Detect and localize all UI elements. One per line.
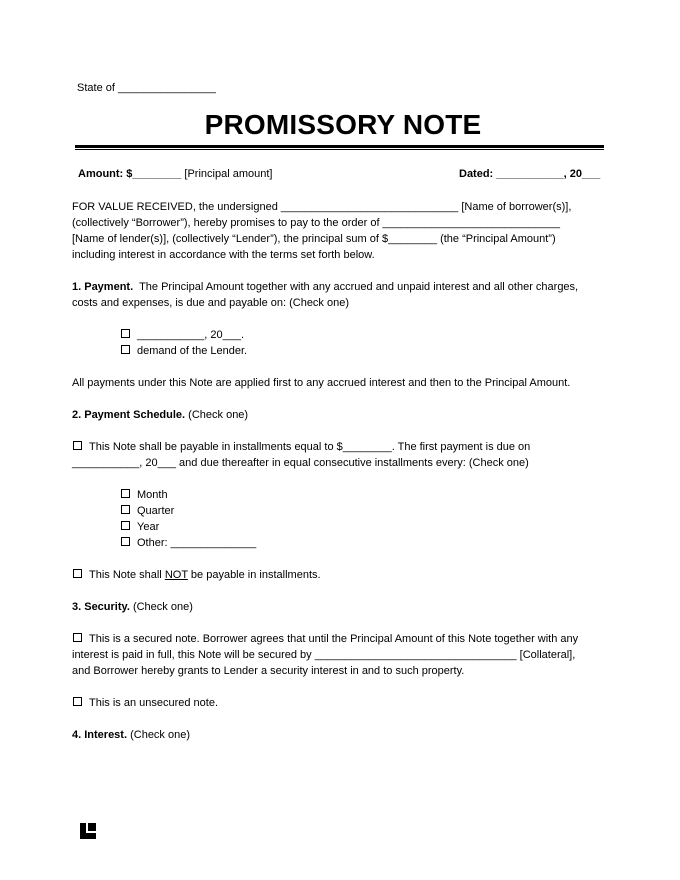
intro-line: [Name of lender(s)], (collectively “Lender”), the principal sum of $________ (the “Principal Amount”) xyxy=(72,233,556,245)
frequency-option-other[interactable] xyxy=(121,535,256,551)
frequency-option-month[interactable] xyxy=(121,487,168,503)
checkbox[interactable] xyxy=(121,505,130,514)
state-blank[interactable]: ________________ xyxy=(117,82,216,94)
section2-line xyxy=(72,407,248,423)
amount-hint: [Principal amount] xyxy=(184,168,273,180)
section4-heading: 4. Interest. xyxy=(72,729,128,741)
installments-line: ___________, 20___ and due thereafter in equal consecutive installments every: (Check one) xyxy=(72,457,529,469)
secured-line: and Borrower hereby grants to Lender a security interest in and to such property. xyxy=(72,665,465,677)
payment-option-demand[interactable] xyxy=(121,343,247,359)
installments-option[interactable] xyxy=(73,439,530,455)
title-rule-thin xyxy=(75,149,604,150)
amount-label: Amount: $ xyxy=(78,168,133,180)
payment-option-date[interactable] xyxy=(121,327,244,343)
section1-heading: 1. Payment. xyxy=(72,281,134,293)
no-installments-after: be payable in installments. xyxy=(190,569,321,581)
amount-line xyxy=(78,166,272,182)
state-line xyxy=(77,80,216,96)
secured-text: This is a secured note. Borrower agrees that until the Principal Amount of this Note together with any xyxy=(89,633,579,645)
checkbox[interactable] xyxy=(121,521,130,530)
checkbox[interactable] xyxy=(73,697,82,706)
state-label: State of xyxy=(77,82,115,94)
option-label: ___________, 20___. xyxy=(137,329,245,341)
checkbox[interactable] xyxy=(73,569,82,578)
option-label: Month xyxy=(137,489,168,501)
frequency-option-quarter[interactable] xyxy=(121,503,174,519)
section2-heading: 2. Payment Schedule. xyxy=(72,409,186,421)
payment-application-note: All payments under this Note are applied first to any accrued interest and then to the Principal Amount. xyxy=(72,377,571,389)
title-rule-thick xyxy=(75,145,604,148)
dated-label: Dated: xyxy=(459,168,494,180)
intro-line: (collectively “Borrower”), hereby promises to pay to the order of _____________________________ xyxy=(72,217,560,229)
no-installments-before: This Note shall xyxy=(89,569,162,581)
amount-blank[interactable]: ________ xyxy=(132,168,182,180)
section1-text: The Principal Amount together with any accrued and unpaid interest and all other charges, xyxy=(139,281,579,293)
option-label: Quarter xyxy=(137,505,175,517)
no-installments-not: NOT xyxy=(164,569,188,581)
secured-line: interest is paid in full, this Note will be secured by _________________________________ [Collateral], xyxy=(72,649,576,661)
section1-line: costs and expenses, is due and payable on: (Check one) xyxy=(72,297,350,309)
dated-line xyxy=(459,166,600,182)
option-label: Other: ______________ xyxy=(137,537,257,549)
document-title: PROMISSORY NOTE xyxy=(204,109,482,140)
section4-line xyxy=(72,727,190,743)
unsecured-text: This is an unsecured note. xyxy=(89,697,219,709)
no-installments-option[interactable] xyxy=(73,567,321,583)
intro-line: FOR VALUE RECEIVED, the undersigned _____________________________ [Name of borrower(s)], xyxy=(72,201,572,213)
brand-logo-icon xyxy=(80,823,96,839)
section3-check-one: (Check one) xyxy=(132,601,193,613)
dated-value[interactable]: ___________, 20___ xyxy=(496,168,601,180)
section1-line xyxy=(72,279,578,295)
option-label: demand of the Lender. xyxy=(137,345,248,357)
section2-check-one: (Check one) xyxy=(188,409,249,421)
option-label: Year xyxy=(137,521,160,533)
checkbox[interactable] xyxy=(73,633,82,642)
checkbox[interactable] xyxy=(73,441,82,450)
installments-text: This Note shall be payable in installments equal to $________. The first payment is due on xyxy=(89,441,531,453)
secured-option[interactable] xyxy=(73,631,578,647)
checkbox[interactable] xyxy=(121,537,130,546)
checkbox[interactable] xyxy=(121,489,130,498)
checkbox[interactable] xyxy=(121,345,130,354)
section3-heading: 3. Security. xyxy=(72,601,130,613)
checkbox[interactable] xyxy=(121,329,130,338)
intro-line: including interest in accordance with the terms set forth below. xyxy=(72,249,375,261)
unsecured-option[interactable] xyxy=(73,695,218,711)
section4-check-one: (Check one) xyxy=(130,729,191,741)
section3-line xyxy=(72,599,193,615)
frequency-option-year[interactable] xyxy=(121,519,159,535)
